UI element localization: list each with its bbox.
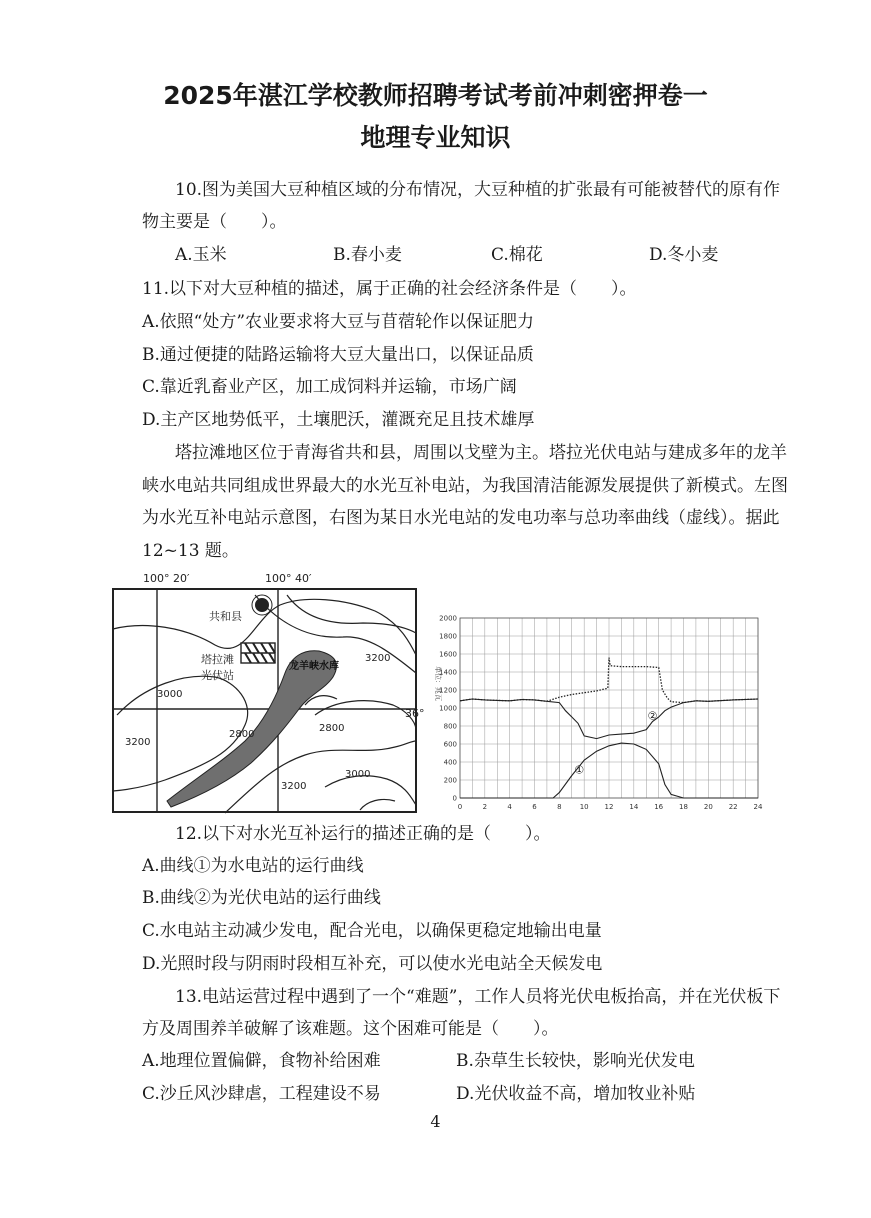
q11-option-d: D.主产区地势低平，土壤肥沃，灌溉充足且技术雄厚 [142,410,535,430]
x-tick-label: 20 [703,803,713,811]
q11-option-a: A.依照“处方”农业要求将大豆与苜蓿轮作以保证肥力 [142,312,535,332]
passage-line-3: 为水光互补电站示意图，右图为某日水光电站的发电功率与总功率曲线（虚线）。据此 [142,508,780,528]
y-tick-label: 1000 [439,704,457,713]
x-tick-label: 6 [532,803,537,811]
map-lon-left-label: 100° 20′ [143,572,190,585]
series-label-2: ② [647,709,658,723]
passage-line-1: 塔拉滩地区位于青海省共和县，周围以戈壁为主。塔拉光伏电站与建成多年的龙羊 [175,443,787,463]
y-tick-label: 200 [443,776,457,785]
y-tick-label: 0 [452,794,457,803]
exam-title: 2025年湛江学校教师招聘考试考前冲刺密押卷一 [163,81,708,110]
x-tick-label: 10 [579,803,589,811]
q12-option-c: C.水电站主动减少发电，配合光电，以确保更稳定地输出电量 [142,921,602,941]
q12-option-b: B.曲线②为光伏电站的运行曲线 [142,888,381,908]
q10-option-c: C.棉花 [491,245,543,265]
q13-stem-line1: 13.电站运营过程中遇到了一个“难题”，工作人员将光伏电板抬高，并在光伏板下 [175,987,781,1007]
chart-grid [460,618,758,798]
county-label: 共和县 [209,610,242,623]
y-tick-label: 600 [443,740,457,749]
map-lat-label: 36° [405,707,425,720]
y-tick-label: 1800 [439,632,457,641]
q11-stem: 11.以下对大豆种植的描述，属于正确的社会经济条件是（ ）。 [142,279,637,299]
q10-option-d: D.冬小麦 [649,245,719,265]
page-number: 4 [430,1112,441,1131]
contour-label: 3200 [365,653,391,664]
map-figure [105,565,430,815]
q12-option-d: D.光照时段与阴雨时段相互补充，可以使水光电站全天候发电 [142,954,603,974]
x-tick-label: 14 [629,803,639,811]
contour-label: 3000 [157,689,183,700]
pv-station-label-line2: 光伏站 [201,669,234,682]
q13-option-d: D.光伏收益不高，增加牧业补贴 [456,1084,696,1104]
y-tick-label: 2000 [439,614,457,623]
q10-stem-line2: 物主要是（ ）。 [142,212,287,232]
passage-line-2: 峡水电站共同组成世界最大的水光互补电站，为我国清洁能源发展提供了新模式。左图 [142,476,788,496]
x-tick-label: 8 [557,803,562,811]
y-tick-label: 1600 [439,650,457,659]
q10-option-a: A.玉米 [175,245,227,265]
q11-option-c: C.靠近乳畜业产区，加工成饲料并运输，市场广阔 [142,377,517,397]
x-tick-label: 0 [457,803,463,811]
q13-option-a: A.地理位置偏僻，食物补给困难 [142,1051,381,1071]
q13-option-b: B.杂草生长较快，影响光伏发电 [456,1051,695,1071]
q10-option-b: B.春小麦 [333,245,402,265]
x-tick-label: 16 [654,803,664,811]
pv-station-label-line1: 塔拉滩 [201,653,234,666]
chart-x-ticks [458,803,763,811]
y-tick-label: 1200 [439,686,457,695]
contour-label: 3200 [281,781,307,792]
contour-label: 2800 [229,729,255,740]
chart-y-ticks [439,615,457,803]
chart-ylabel: 单位：兆瓦 [434,666,442,701]
q13-stem-line2: 方及周围养羊破解了该难题。这个困难可能是（ ）。 [142,1019,559,1039]
county-marker-icon [255,598,269,612]
q12-option-a: A.曲线①为水电站的运行曲线 [142,856,364,876]
y-tick-label: 800 [443,722,457,731]
series-label-1: ① [574,763,585,777]
q13-option-c: C.沙丘风沙肆虐，工程建设不易 [142,1084,381,1104]
map-lon-right-label: 100° 40′ [265,572,312,585]
contour-label: 3200 [125,737,151,748]
contour-label: 3000 [345,769,371,780]
pv-station-icon [241,643,275,663]
q12-stem: 12.以下对水光互补运行的描述正确的是（ ）。 [175,824,551,844]
x-tick-label: 18 [679,803,688,811]
x-tick-label: 12 [604,803,614,811]
passage-line-4: 12~13 题。 [142,541,239,561]
x-tick-label: 24 [753,803,763,811]
exam-subtitle: 地理专业知识 [360,123,511,152]
q11-option-b: B.通过便捷的陆路运输将大豆大量出口，以保证品质 [142,345,534,365]
contour-label: 2800 [319,723,345,734]
chart-series-labels [574,710,657,777]
q10-stem-line1: 10.图为美国大豆种植区域的分布情况，大豆种植的扩张最有可能被替代的原有作 [175,180,781,200]
x-tick-label: 22 [728,803,738,811]
x-tick-label: 4 [507,803,512,811]
y-tick-label: 1400 [439,668,457,677]
reservoir-label: 龙羊峡水库 [289,661,339,672]
power-chart [430,608,765,818]
y-tick-label: 400 [443,758,457,767]
x-tick-label: 2 [482,803,488,811]
